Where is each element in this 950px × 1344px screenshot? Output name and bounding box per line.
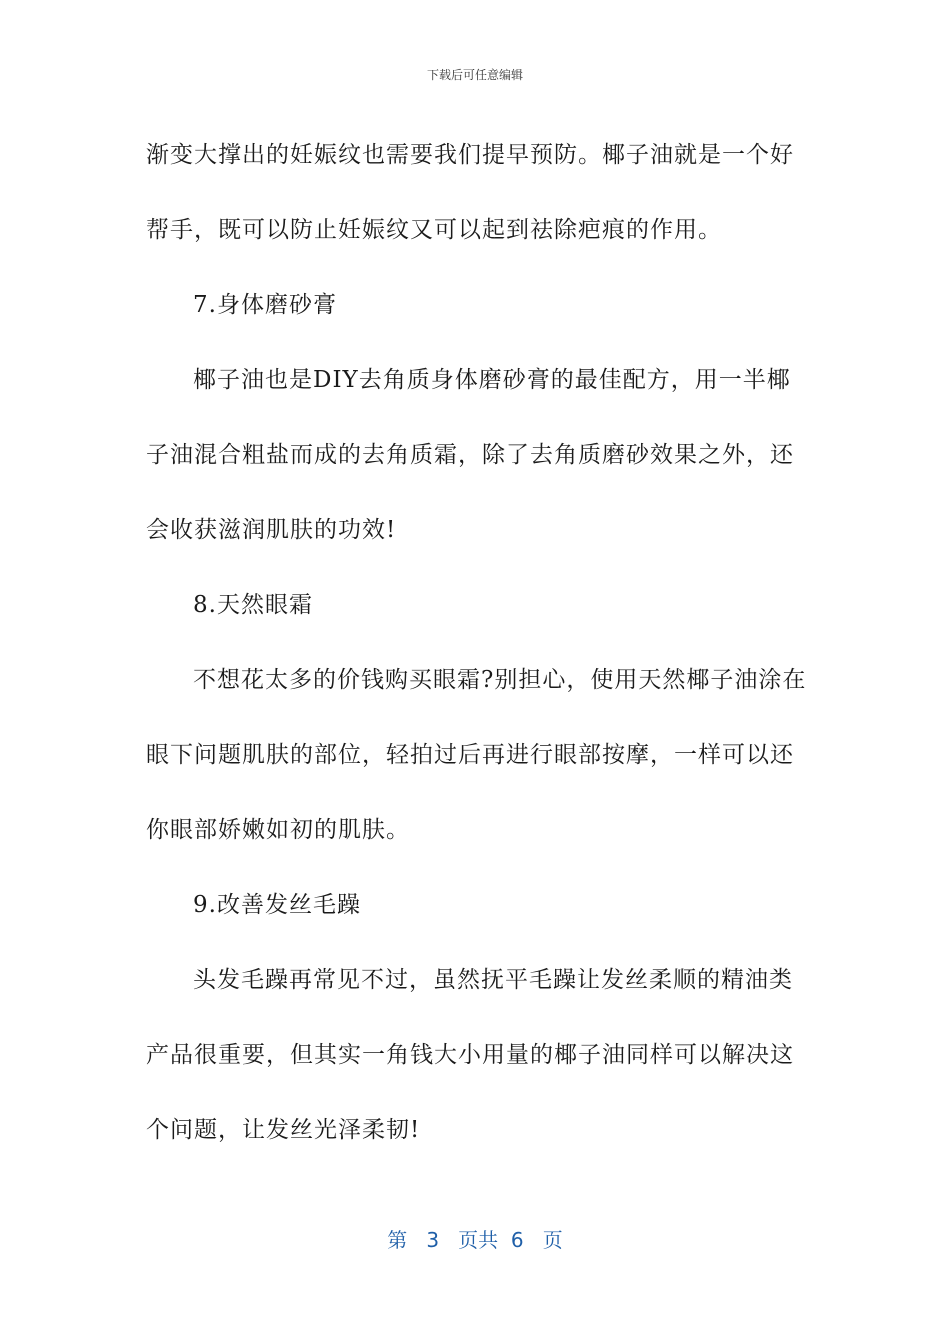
text-line: 帮手，既可以防止妊娠纹又可以起到祛除疤痕的作用。 <box>146 217 722 243</box>
footer-label-end: 页 <box>542 1228 563 1252</box>
footer-label-page: 第 <box>387 1228 408 1252</box>
text-line: 产品很重要，但其实一角钱大小用量的椰子油同样可以解决这 <box>146 1042 794 1068</box>
text-line: 个问题，让发丝光泽柔韧! <box>146 1117 421 1143</box>
text-line: 渐变大撑出的妊娠纹也需要我们提早预防。椰子油就是一个好 <box>146 142 794 168</box>
section-heading: 9.改善发丝毛躁 <box>193 892 361 918</box>
body-text <box>146 118 806 1168</box>
footer-total-pages: 6 <box>510 1228 524 1252</box>
header-note: 下载后可任意编辑 <box>426 68 523 82</box>
footer-label-of: 页共 <box>458 1228 499 1252</box>
text-line: 头发毛躁再常见不过，虽然抚平毛躁让发丝柔顺的精油类 <box>193 967 793 993</box>
text-line: 眼下问题肌肤的部位，轻拍过后再进行眼部按摩，一样可以还 <box>146 742 794 768</box>
text-line: 你眼部娇嫩如初的肌肤。 <box>146 817 410 843</box>
text-line: 子油混合粗盐而成的去角质霜，除了去角质磨砂效果之外，还 <box>146 442 794 468</box>
footer-current-page: 3 <box>426 1228 440 1252</box>
section-heading: 8.天然眼霜 <box>193 592 313 618</box>
section-heading: 7.身体磨砂膏 <box>193 292 337 318</box>
text-line: 不想花太多的价钱购买眼霜?别担心，使用天然椰子油涂在 <box>193 667 807 693</box>
text-line: 椰子油也是DIY去角质身体磨砂膏的最佳配方，用一半椰 <box>193 367 791 393</box>
page-footer <box>0 1224 950 1253</box>
text-line: 会收获滋润肌肤的功效! <box>146 517 397 543</box>
